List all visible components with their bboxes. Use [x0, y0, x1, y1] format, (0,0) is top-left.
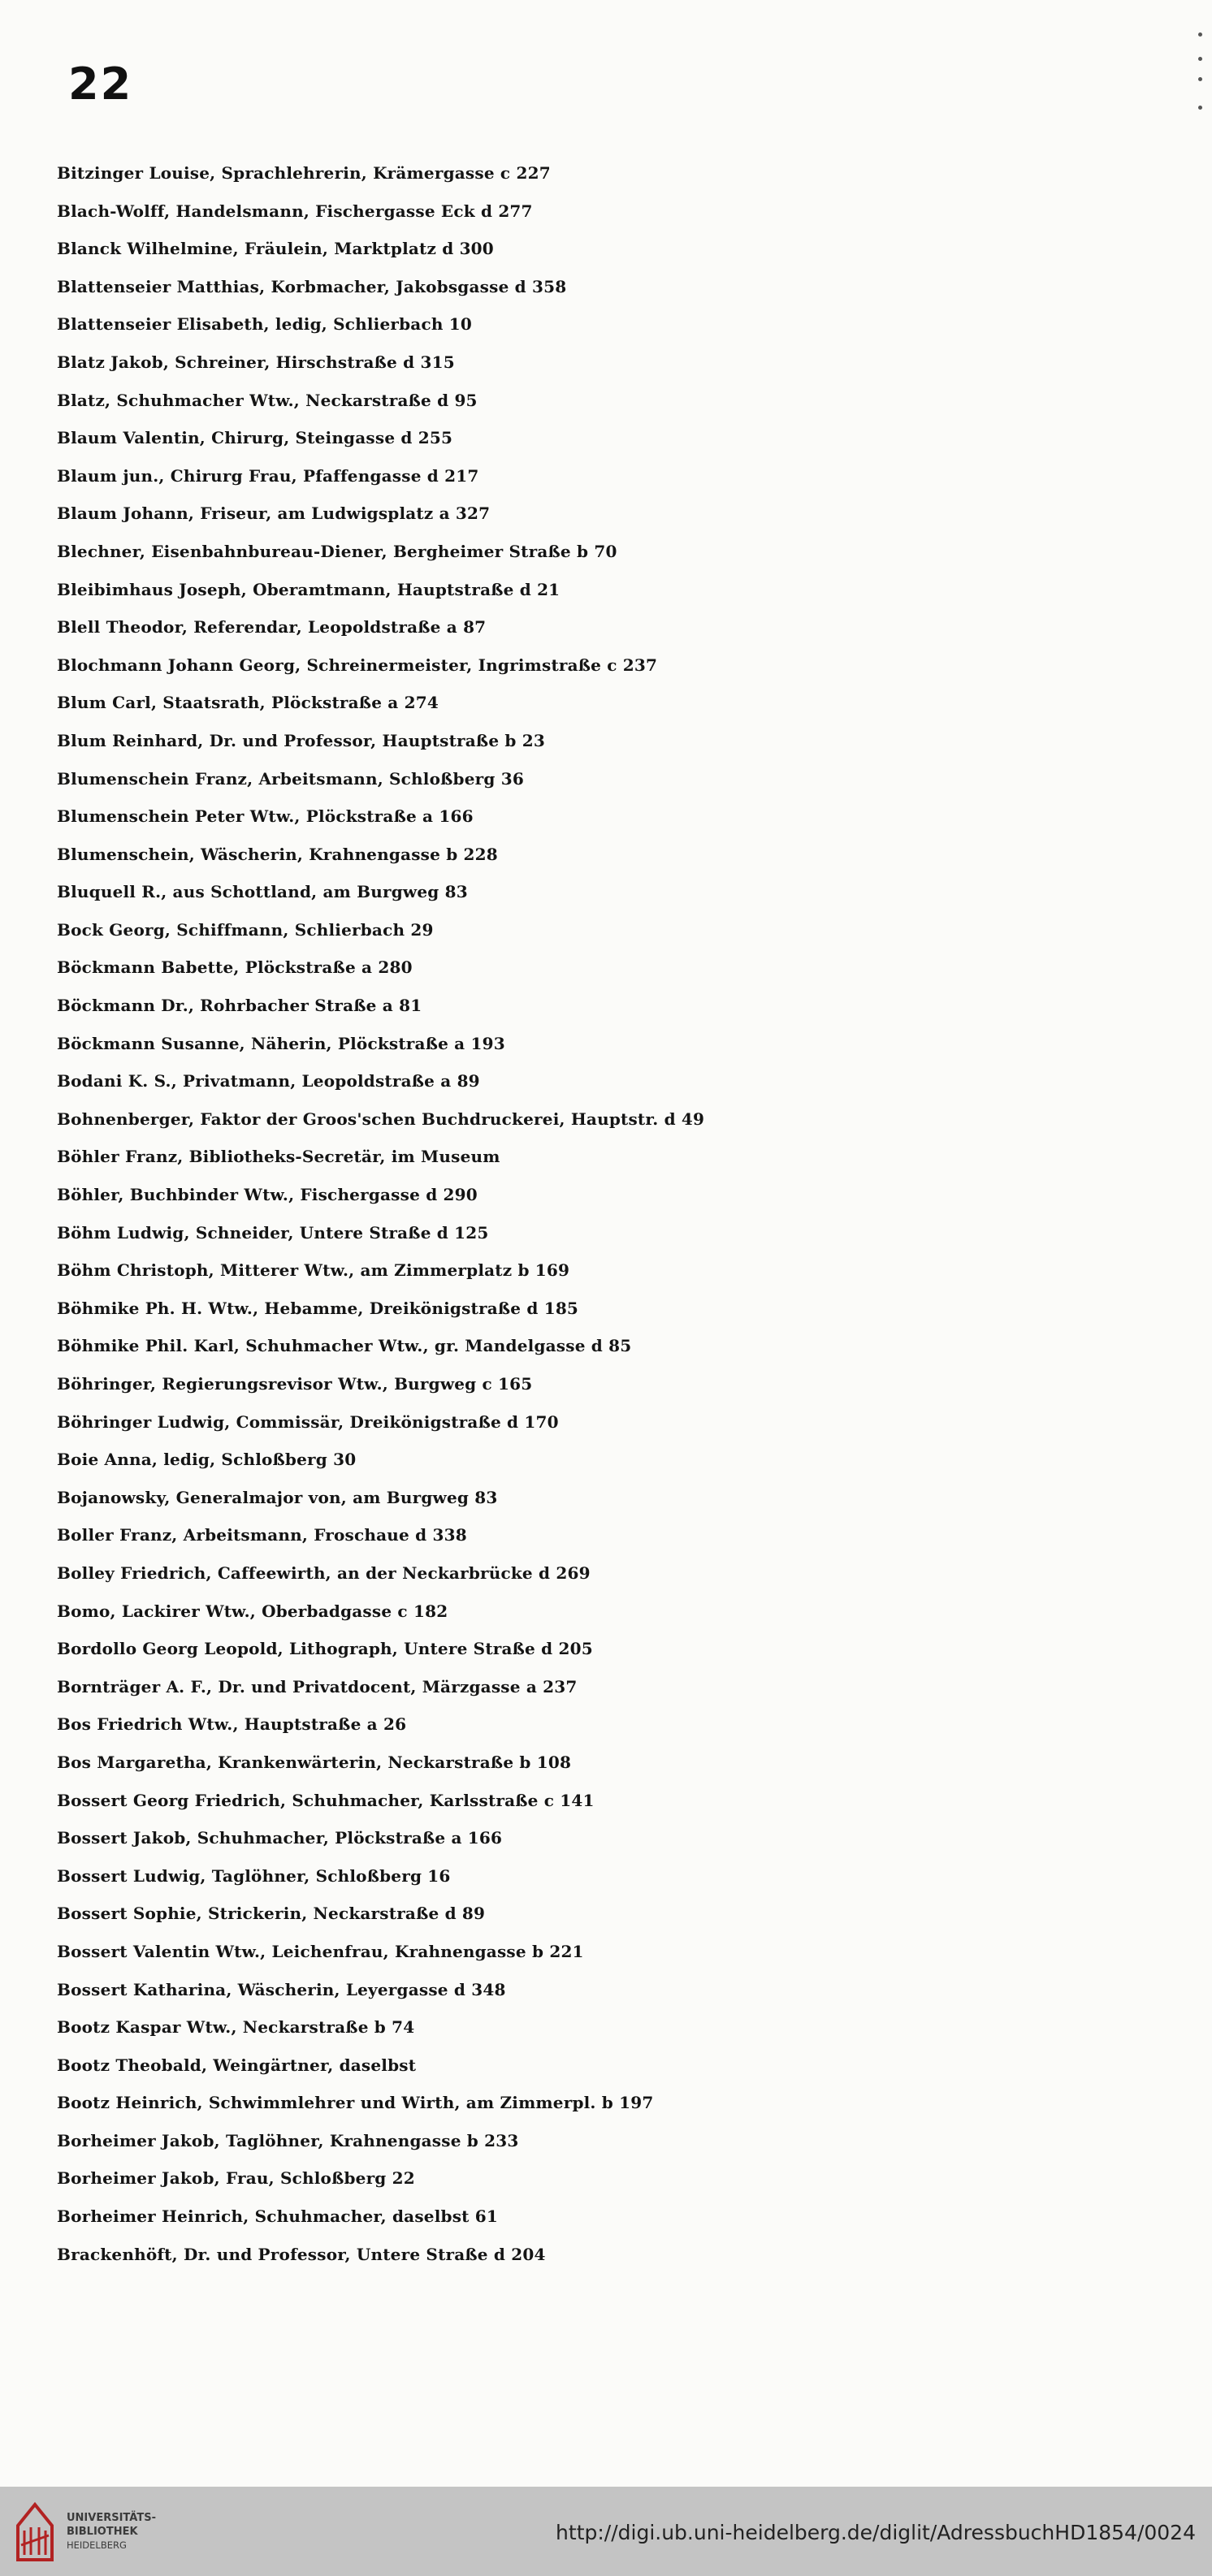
directory-entry: Blechner, Eisenbahnbureau-Diener, Bergheimer Straße b 70: [57, 541, 617, 561]
directory-entry: Bootz Heinrich, Schwimmlehrer und Wirth, am Zimmerpl. b 197: [57, 2093, 654, 2113]
directory-entry: Bluquell R., aus Schottland, am Burgweg 83: [57, 882, 468, 902]
directory-entry: Bornträger A. F., Dr. und Privatdocent, Märzgasse a 237: [57, 1676, 578, 1696]
directory-entry: Bossert Ludwig, Taglöhner, Schloßberg 16: [57, 1865, 451, 1886]
page-number: 22: [68, 58, 133, 110]
directory-entry: Blatz, Schuhmacher Wtw., Neckarstraße d 95: [57, 390, 478, 410]
directory-entry: Blaum Valentin, Chirurg, Steingasse d 255: [57, 428, 453, 448]
directory-entry: Blumenschein Franz, Arbeitsmann, Schloßberg 36: [57, 768, 524, 789]
directory-entry: Bleibimhaus Joseph, Oberamtmann, Hauptstraße d 21: [57, 579, 561, 599]
directory-entry: Blatz Jakob, Schreiner, Hirschstraße d 315: [57, 352, 455, 372]
directory-entry: Bootz Kaspar Wtw., Neckarstraße b 74: [57, 2017, 415, 2038]
directory-entry: Böhringer, Regierungsrevisor Wtw., Burgweg c 165: [57, 1374, 533, 1394]
directory-entry: Blaum jun., Chirurg Frau, Pfaffengasse d 217: [57, 465, 479, 486]
directory-entry: Bitzinger Louise, Sprachlehrerin, Krämergasse c 227: [57, 163, 551, 183]
directory-entry: Bojanowsky, Generalmajor von, am Burgweg 83: [57, 1487, 498, 1507]
directory-entry: Bossert Sophie, Strickerin, Neckarstraße d 89: [57, 1904, 486, 1924]
directory-entry: Bootz Theobald, Weingärtner, daselbst: [57, 2055, 417, 2075]
directory-entry: Böckmann Dr., Rohrbacher Straße a 81: [57, 996, 422, 1016]
scan-edge-marks: [1180, 0, 1212, 162]
directory-entry: Blaum Johann, Friseur, am Ludwigsplatz a 327: [57, 504, 491, 524]
directory-entry: Blanck Wilhelmine, Fräulein, Marktplatz d 300: [57, 239, 494, 259]
university-library-logo-icon: [13, 2498, 57, 2565]
directory-entry: Blum Carl, Staatsrath, Plöckstraße a 274: [57, 693, 439, 713]
directory-entry: Borheimer Heinrich, Schuhmacher, daselbst 61: [57, 2206, 498, 2227]
footer-bar: [0, 2487, 1212, 2576]
directory-entry: Bohnenberger, Faktor der Groos'schen Buchdruckerei, Hauptstr. d 49: [57, 1109, 705, 1129]
directory-entry: Bos Friedrich Wtw., Hauptstraße a 26: [57, 1714, 407, 1735]
directory-entry: Blochmann Johann Georg, Schreinermeister, Ingrimstraße c 237: [57, 655, 658, 675]
directory-entry: Blumenschein Peter Wtw., Plöckstraße a 166: [57, 806, 474, 827]
directory-entry: Bomo, Lackirer Wtw., Oberbadgasse c 182: [57, 1601, 448, 1621]
directory-entry: Boie Anna, ledig, Schloßberg 30: [57, 1450, 357, 1470]
directory-entry: Blach-Wolff, Handelsmann, Fischergasse Eck d 277: [57, 201, 533, 221]
library-name-line1: UNIVERSITÄTS-: [67, 2512, 156, 2524]
directory-entry: Bossert Jakob, Schuhmacher, Plöckstraße a 166: [57, 1828, 503, 1848]
source-url[interactable]: http://digi.ub.uni-heidelberg.de/diglit/AdressbuchHD1854/0024: [556, 2521, 1196, 2544]
directory-entry: Bos Margaretha, Krankenwärterin, Neckarstraße b 108: [57, 1752, 572, 1772]
library-name-line3: HEIDELBERG: [67, 2539, 127, 2551]
directory-entry: Bordollo Georg Leopold, Lithograph, Untere Straße d 205: [57, 1639, 593, 1659]
directory-entry: Bodani K. S., Privatmann, Leopoldstraße a 89: [57, 1071, 480, 1091]
directory-entry: Blum Reinhard, Dr. und Professor, Hauptstraße b 23: [57, 730, 545, 750]
directory-entry: Böhringer Ludwig, Commissär, Dreikönigstraße d 170: [57, 1411, 559, 1432]
directory-entry: Böhmike Phil. Karl, Schuhmacher Wtw., gr. Mandelgasse d 85: [57, 1336, 632, 1356]
directory-entry: Borheimer Jakob, Frau, Schloßberg 22: [57, 2168, 415, 2189]
directory-entry: Bossert Georg Friedrich, Schuhmacher, Karlsstraße c 141: [57, 1790, 595, 1810]
directory-entry: Blattenseier Matthias, Korbmacher, Jakobsgasse d 358: [57, 276, 567, 296]
directory-entries: [57, 154, 1194, 2273]
directory-entry: Böckmann Babette, Plöckstraße a 280: [57, 957, 413, 978]
directory-entry: Blattenseier Elisabeth, ledig, Schlierbach 10: [57, 314, 472, 335]
directory-entry: Bossert Valentin Wtw., Leichenfrau, Krahnengasse b 221: [57, 1941, 584, 1961]
directory-entry: Boller Franz, Arbeitsmann, Froschaue d 338: [57, 1525, 467, 1545]
directory-entry: Blumenschein, Wäscherin, Krahnengasse b 228: [57, 844, 498, 864]
directory-entry: Böckmann Susanne, Näherin, Plöckstraße a 193: [57, 1033, 505, 1053]
directory-entry: Böhler Franz, Bibliotheks-Secretär, im Museum: [57, 1147, 500, 1167]
directory-entry: Böhler, Buchbinder Wtw., Fischergasse d 290: [57, 1185, 478, 1205]
library-name-line2: BIBLIOTHEK: [67, 2526, 138, 2538]
directory-entry: Böhm Ludwig, Schneider, Untere Straße d 125: [57, 1222, 489, 1243]
directory-entry: Böhmike Ph. H. Wtw., Hebamme, Dreikönigstraße d 185: [57, 1298, 579, 1318]
library-name: [67, 2511, 156, 2552]
directory-entry: Blell Theodor, Referendar, Leopoldstraße a 87: [57, 617, 487, 638]
directory-entry: Bolley Friedrich, Caffeewirth, an der Neckarbrücke d 269: [57, 1562, 591, 1583]
directory-entry: Böhm Christoph, Mitterer Wtw., am Zimmerplatz b 169: [57, 1260, 570, 1281]
directory-entry: Bock Georg, Schiffmann, Schlierbach 29: [57, 919, 434, 940]
directory-entry: Bossert Katharina, Wäscherin, Leyergasse d 348: [57, 1979, 506, 1999]
directory-entry: Brackenhöft, Dr. und Professor, Untere Straße d 204: [57, 2244, 546, 2264]
directory-entry: Borheimer Jakob, Taglöhner, Krahnengasse b 233: [57, 2130, 519, 2150]
